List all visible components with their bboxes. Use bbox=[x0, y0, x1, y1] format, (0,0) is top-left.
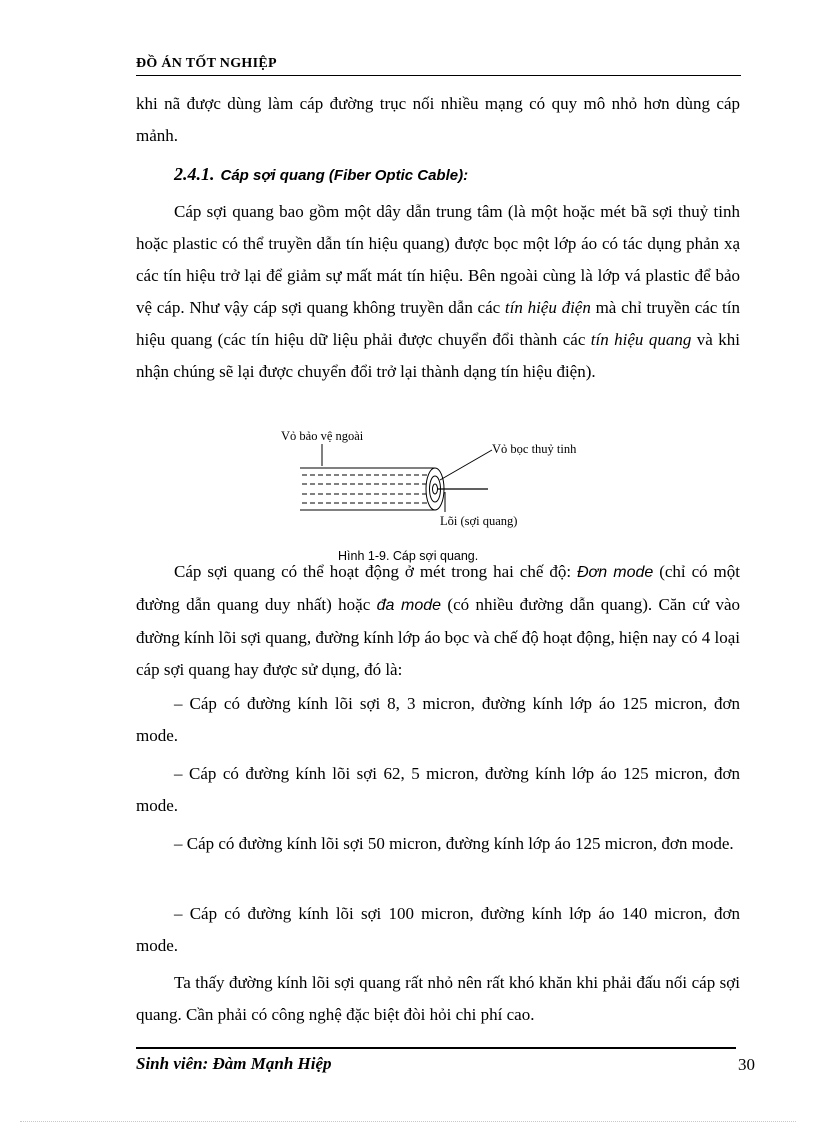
p1-emphasis-optical: tín hiệu quang bbox=[590, 330, 692, 349]
paragraph-conclusion: Ta thấy đường kính lõi sợi quang rất nhỏ nên rất khó khăn khi phải đấu nối cáp sợi quang. Cần phải có công nghệ đặc biệt đòi hỏi chi phí cao. bbox=[136, 973, 740, 1024]
section-heading bbox=[174, 164, 468, 185]
label-core: Lõi (sợi quang) bbox=[440, 514, 518, 528]
list-item: – Cáp có đường kính lõi sợi 8, 3 micron, đường kính lớp áo 125 micron, đơn mode. bbox=[136, 694, 740, 745]
section-number: 2.4.1. bbox=[174, 164, 215, 184]
fiber-cable-figure bbox=[270, 428, 610, 568]
p2-emphasis-single-mode: Đơn mode bbox=[576, 564, 654, 581]
p2-text-1: Cáp sợi quang có thể hoạt động ở mét trong hai chế độ: bbox=[174, 562, 577, 581]
p1-emphasis-electric: tín hiệu điện bbox=[504, 298, 591, 317]
footer-rule bbox=[136, 1047, 736, 1049]
page-bottom-border bbox=[20, 1121, 796, 1122]
list-item: – Cáp có đường kính lõi sợi 50 micron, đường kính lớp áo 125 micron, đơn mode. bbox=[174, 834, 734, 853]
header-rule bbox=[136, 75, 741, 76]
section-title: Cáp sợi quang (Fiber Optic Cable): bbox=[220, 167, 469, 184]
p1-text-1: Cáp sợi quang bao gồm một dây dẫn trung tâm (là một hoặc mét bã sợi thuỷ tinh hoặc plastic có thể truyền dẫn tín hiệu quang) được bọc một lớp áo có tác dụng phản xạ các tín hiệu trở lại để giảm sự mất mát tín hiệu. Bên ngoài cùng là lớp vá plastic để bảo vệ cáp. Như vậy cáp sợi quang không truyền dẫn các bbox=[136, 202, 740, 317]
p1-text-2: mà chỉ truyền các tín hiệu quang (các tín hiệu dữ liệu phải được chuyển đổi thành các bbox=[136, 298, 741, 349]
paragraph-description bbox=[136, 196, 740, 388]
p2-text-3: (có nhiều đường dẫn quang). Căn cứ vào đường kính lõi sợi quang, đường kính lớp áo bọc và chế độ hoạt động, hiện nay có 4 loại cáp sợi quang hay được sử dụng, đó là: bbox=[136, 595, 740, 679]
intro-paragraph: khi nã được dùng làm cáp đường trục nối nhiều mạng có quy mô nhỏ hơn dùng cáp mảnh. bbox=[136, 94, 740, 145]
list-item: – Cáp có đường kính lõi sợi 62, 5 micron, đường kính lớp áo 125 micron, đơn mode. bbox=[136, 764, 740, 815]
list-item: – Cáp có đường kính lõi sợi 100 micron, đường kính lớp áo 140 micron, đơn mode. bbox=[136, 904, 740, 955]
p2-text-2: (chỉ có một đường dẫn quang duy nhất) hoặc bbox=[136, 562, 740, 614]
p2-emphasis-multi-mode: đa mode bbox=[376, 597, 442, 614]
student-name: Sinh viên: Đàm Mạnh Hiệp bbox=[136, 1054, 332, 1073]
page-number: 30 bbox=[738, 1055, 755, 1074]
paragraph-modes bbox=[136, 556, 740, 686]
glass-cladding-pointer bbox=[440, 450, 492, 480]
label-glass-cladding: Vỏ bọc thuỷ tinh bbox=[492, 442, 577, 456]
label-outer-jacket: Vỏ bảo vệ ngoài bbox=[281, 429, 364, 443]
p1-text-3: và khi nhận chúng sẽ lại được chuyển đổi trở lại thành dạng tín hiệu điện). bbox=[136, 330, 740, 381]
running-header: ĐỒ ÁN TỐT NGHIỆP bbox=[136, 56, 277, 71]
figure-caption: Hình 1-9. Cáp sợi quang. bbox=[338, 549, 479, 563]
